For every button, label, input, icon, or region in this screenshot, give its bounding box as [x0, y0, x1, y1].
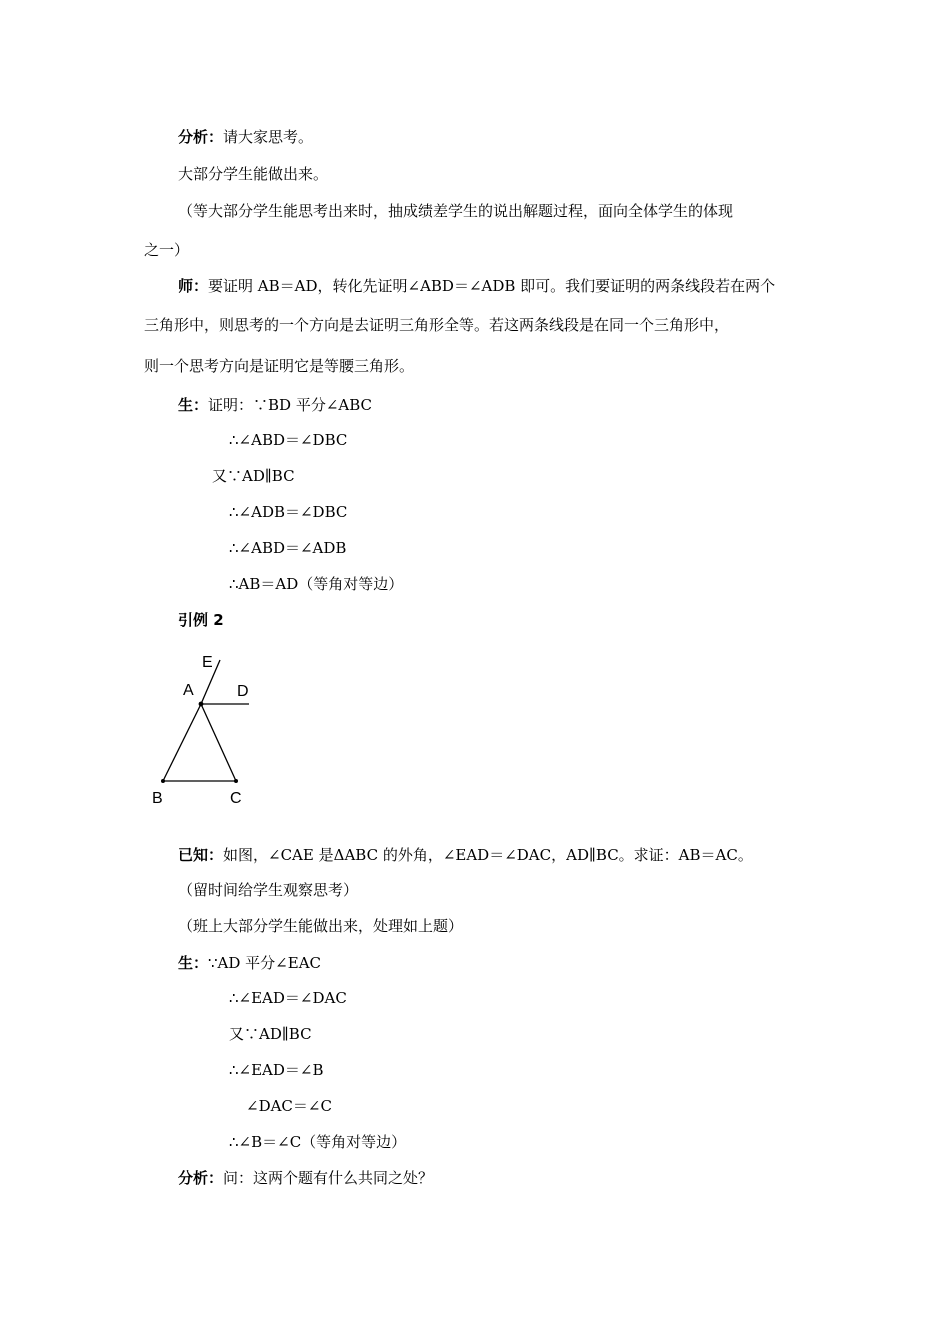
given-label: 已知：	[178, 846, 224, 864]
proof2-step-6: ∴∠B＝∠C（等角对等边）	[229, 1133, 407, 1151]
given-text: 如图，∠CAE 是ΔABC 的外角，∠EAD＝∠DAC，AD∥BC。求证：AB＝AC。	[223, 846, 753, 864]
teacher-label: 师：	[178, 277, 209, 295]
point-B	[161, 779, 165, 783]
proof2-step-4: ∴∠EAD＝∠B	[229, 1061, 324, 1079]
line-AB	[163, 704, 201, 781]
teacher-text-1: 要证明 AB＝AD，转化先证明∠ABD＝∠ADB 即可。我们要证明的两条线段若在两个	[208, 277, 776, 295]
proof1-step-3: 又∵AD∥BC	[212, 467, 295, 485]
paragraph-most-students: 大部分学生能做出来。	[178, 165, 329, 183]
analysis-label-2: 分析：	[178, 1169, 224, 1187]
line-AC	[201, 704, 236, 781]
proof2-step-2: ∴∠EAD＝∠DAC	[229, 989, 347, 1007]
label-E: E	[202, 654, 213, 671]
analysis-paragraph-2	[178, 1168, 433, 1188]
proof1-text-1: 证明：∵BD 平分∠ABC	[208, 396, 373, 414]
analysis-paragraph-1	[178, 127, 313, 147]
label-D: D	[237, 683, 249, 700]
analysis-label: 分析：	[178, 128, 224, 146]
point-A	[199, 702, 204, 707]
paragraph-note-line-1: （等大部分学生能思考出来时，抽成绩差学生的说出解题过程，面向全体学生的体现	[178, 202, 734, 220]
analysis-text: 请大家思考。	[223, 128, 314, 146]
proof2-step-1	[178, 953, 321, 973]
teacher-paragraph-line-3: 则一个思考方向是证明它是等腰三角形。	[144, 357, 415, 375]
point-C	[234, 779, 238, 783]
proof1-step-1	[178, 395, 372, 415]
triangle-figure	[140, 648, 270, 810]
label-B: B	[152, 790, 163, 807]
example-2-title: 引例 2	[178, 611, 224, 629]
proof1-step-6: ∴AB＝AD（等角对等边）	[229, 575, 404, 593]
student-label-2: 生：	[178, 954, 209, 972]
proof1-step-4: ∴∠ADB＝∠DBC	[229, 503, 348, 521]
label-C: C	[230, 790, 242, 807]
teacher-paragraph-line-2: 三角形中，则思考的一个方向是去证明三角形全等。若这两条线段是在同一个三角形中，	[144, 316, 730, 334]
note-observe: （留时间给学生观察思考）	[178, 881, 359, 899]
proof1-step-5: ∴∠ABD＝∠ADB	[229, 539, 347, 557]
proof2-step-3: 又∵AD∥BC	[229, 1025, 312, 1043]
teacher-paragraph-line-1	[178, 276, 775, 296]
proof2-step-5: ∠DAC＝∠C	[246, 1097, 332, 1115]
analysis-question: 问：这两个题有什么共同之处？	[223, 1169, 434, 1187]
proof2-text-1: ∵AD 平分∠EAC	[208, 954, 322, 972]
paragraph-note-line-2: 之一）	[144, 241, 190, 259]
proof1-step-2: ∴∠ABD＝∠DBC	[229, 431, 348, 449]
label-A: A	[183, 682, 194, 699]
note-handle: （班上大部分学生能做出来，处理如上题）	[178, 917, 464, 935]
student-label: 生：	[178, 396, 209, 414]
given-statement	[178, 845, 753, 865]
